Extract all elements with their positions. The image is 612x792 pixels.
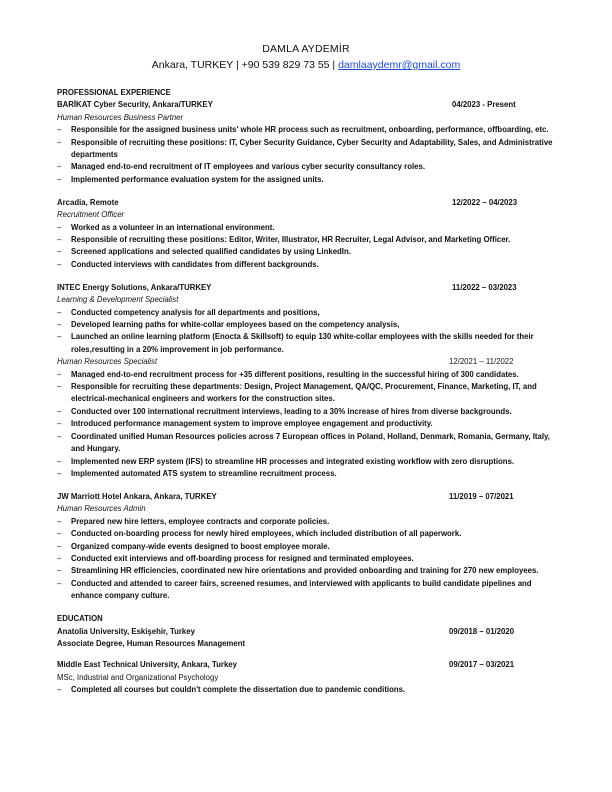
degree: MSc, Industrial and Organizational Psychology	[57, 672, 219, 682]
list-item: – Conducted exit interviews and off-boarding process for resigned and terminated employees.	[57, 553, 557, 565]
list-item: – Introduced performance management system to improve employee engagement and productivity.	[57, 418, 557, 430]
list-item: – Implemented automated ATS system to streamline recruitment process.	[57, 468, 557, 480]
experience-heading: PROFESSIONAL EXPERIENCE	[57, 88, 171, 97]
list-item: – Implemented performance evaluation system for the assigned units.	[57, 174, 557, 186]
company-name: Arcadia, Remote	[57, 197, 119, 207]
job-dates: 04/2023 - Present	[452, 100, 516, 110]
job-bullets	[57, 222, 557, 272]
list-item: – Conducted on-boarding process for newly hired employees, which included distribution of all paperwork.	[57, 528, 557, 540]
list-item: – Developed learning paths for white-collar employees based on the competency analysis,	[57, 319, 557, 331]
job-role: Human Resources Specialist	[57, 357, 158, 367]
contact-line	[0, 59, 612, 71]
list-item: – Organized company-wide events designed to boost employee morale.	[57, 541, 557, 553]
company-name: BARİKAT Cyber Security, Ankara/TURKEY	[57, 100, 213, 110]
job-header	[57, 282, 557, 294]
list-item: – Conducted competency analysis for all departments and positions,	[57, 307, 557, 319]
list-item: – Streamlining HR efficiencies, coordinated new hire orientations and provided onboarding and training for 270 new employees.	[57, 565, 557, 577]
job-bullets	[57, 369, 557, 481]
list-item: – Conducted and attended to career fairs, screened resumes, and interviewed with applicants to build candidate pipelines and enhance company culture.	[57, 578, 557, 603]
job-role: Learning & Development Specialist	[57, 295, 179, 305]
job-dates: 12/2022 – 04/2023	[452, 197, 518, 207]
list-item: – Responsible of recruiting these positions: IT, Cyber Security Guidance, Cyber Security and Adaptability, Sales, and Administrative departments	[57, 137, 557, 162]
list-item: – Responsible for the assigned business units' whole HR process such as recruitment, onboarding, performance, offboarding, etc.	[57, 124, 557, 136]
company-name: JW Marriott Hotel Ankara, Ankara, TURKEY	[57, 491, 217, 501]
school-dates: 09/2017 – 03/2021	[449, 660, 515, 670]
list-item: – Responsible for recruiting these departments: Design, Project Management, QA/QC, Procurement, Finance, Marketing, IT, and electrical-mechanical engineers and workers for the construction sites.	[57, 381, 557, 406]
list-item: – Prepared new hire letters, employee contracts and corporate policies.	[57, 516, 557, 528]
job-bullets	[57, 124, 557, 186]
list-item: – Responsible of recruiting these positions: Editor, Writer, Illustrator, HR Recruiter, Legal Advisor, and Marketing Officer.	[57, 234, 557, 246]
list-item: – Launched an online learning platform (Enocta & Skillsoft) to equip 130 white-collar employees with the skills needed for their roles,resulting in a 20% improvement in job performance.	[57, 331, 557, 356]
job-subrole-header	[57, 356, 557, 368]
job-role: Human Resources Business Partner	[57, 112, 184, 122]
job-dates: 11/2022 – 03/2023	[452, 282, 517, 292]
list-item: – Coordinated unified Human Resources policies across 7 European offices in Poland, Holland, Denmark, Romania, Germany, Italy, and Hungary.	[57, 431, 557, 456]
school-bullets	[57, 684, 557, 696]
list-item: – Worked as a volunteer in an international environment.	[57, 222, 557, 234]
education-heading: EDUCATION	[57, 614, 103, 624]
job-role: Human Resources Admin	[57, 504, 146, 514]
job-header	[57, 197, 557, 209]
list-item: – Managed end-to-end recruitment of IT employees and various cyber security consultancy roles.	[57, 161, 557, 173]
job-dates: 12/2021 – 11/2022	[449, 357, 514, 367]
list-item: – Completed all courses but couldn't complete the dissertation due to pandemic conditions.	[57, 684, 557, 696]
list-item: – Conducted interviews with candidates from different backgrounds.	[57, 259, 557, 271]
list-item: – Conducted over 100 international recruitment interviews, leading to a 30% increase of hires from diverse backgrounds.	[57, 406, 557, 418]
school-header	[57, 626, 557, 638]
job-header	[57, 99, 557, 111]
school-name: Anatolia University, Eskişehir, Turkey	[57, 626, 195, 636]
job-role: Recruitment Officer	[57, 210, 125, 220]
degree: Associate Degree, Human Resources Management	[57, 638, 246, 648]
school-name: Middle East Technical University, Ankara, Turkey	[57, 660, 237, 670]
school-dates: 09/2018 – 01/2020	[449, 626, 515, 636]
list-item: – Managed end-to-end recruitment process for +35 different positions, resulting in the successful hiring of 300 candidates.	[57, 369, 557, 381]
list-item: – Screened applications and selected qualified candidates by using LinkedIn.	[57, 246, 557, 258]
email-link[interactable]: damlaaydemr@gmail.com	[338, 59, 461, 71]
candidate-name: DAMLA AYDEMİR	[262, 43, 350, 55]
list-item: – Implemented new ERP system (IFS) to streamline HR processes and integrated existing workflow with zero disruptions.	[57, 456, 557, 468]
company-name: INTEC Energy Solutions, Ankara/TURKEY	[57, 282, 212, 292]
contact-location-phone: Ankara, TURKEY | +90 539 829 73 55 |	[151, 59, 336, 71]
job-bullets	[57, 307, 557, 357]
school-header	[57, 659, 557, 671]
job-dates: 11/2019 – 07/2021	[449, 491, 514, 501]
job-header	[57, 491, 557, 503]
job-bullets	[57, 516, 557, 603]
resume-body	[57, 87, 557, 697]
